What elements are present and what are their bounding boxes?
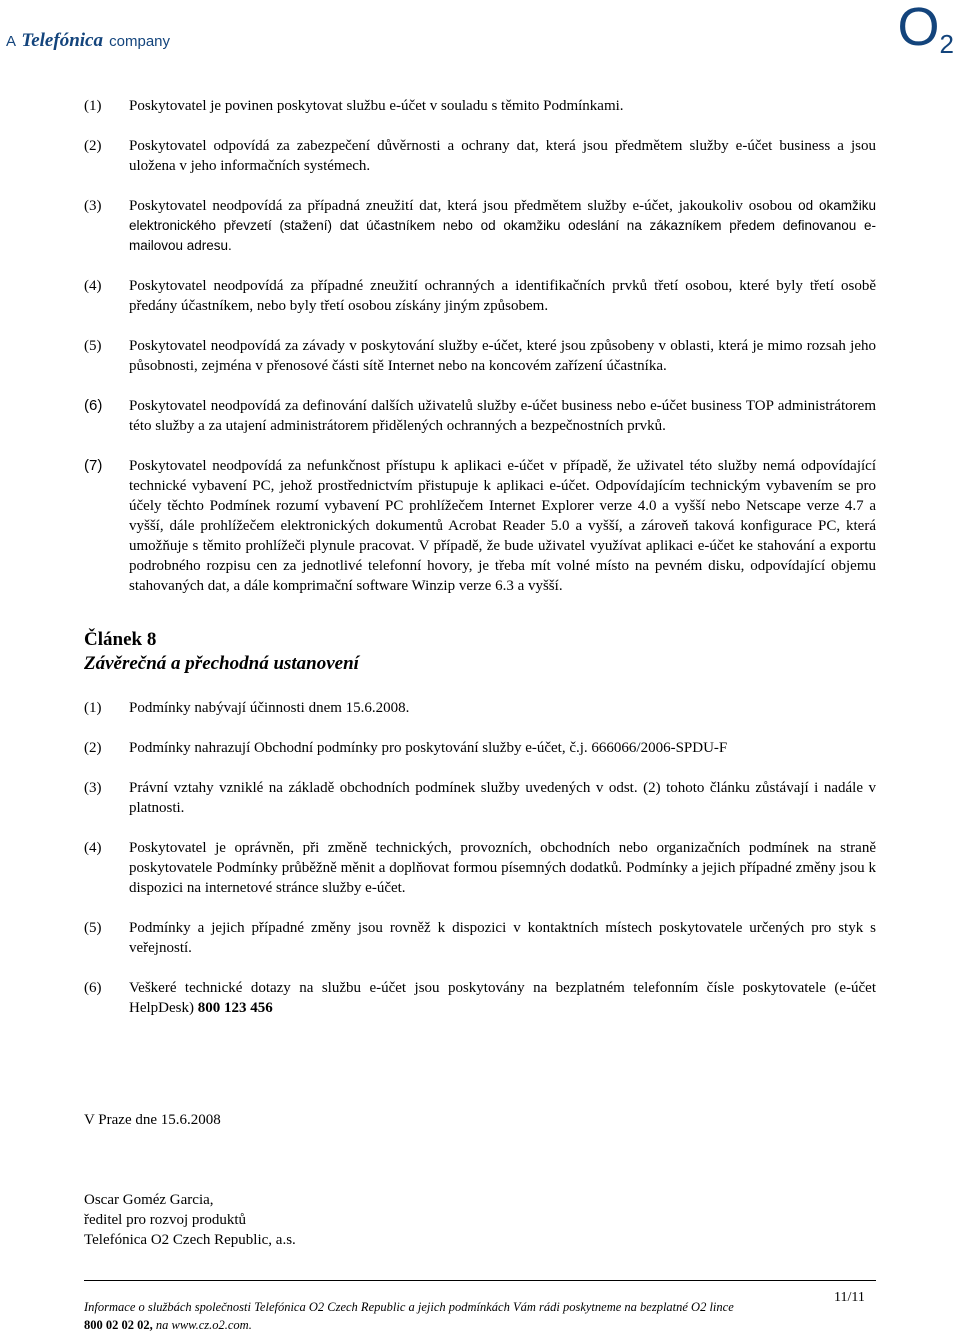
footer-web: na www.cz.o2.com. [152,1318,252,1332]
paragraph-text: Poskytovatel neodpovídá za případné zneužití ochranných a identifikačních prvků třetí osobou, které byly třetí osobě předány účastníkem, nebo byly třetí osobou získány jiným způsobem. [129,278,876,314]
paragraph-text-part-1: Poskytovatel neodpovídá za případná zneužití dat, která jsou předmětem služby e-účet, jakoukoliv osobou [129,198,799,214]
o2-logo [898,0,954,63]
paragraph-number: (6) [84,980,102,996]
helpdesk-phone-number: 800 123 456 [197,1000,273,1016]
paragraph-top-7 [84,456,876,596]
paragraph-bottom-1 [84,698,876,718]
paragraph-number: (7) [84,457,103,474]
document-body [84,96,876,1038]
logo-suffix: company [109,33,171,50]
paragraph-top-1 [84,96,876,116]
paragraph-number: (5) [84,920,102,936]
paragraph-number: (2) [84,138,102,154]
paragraph-text: Poskytovatel neodpovídá za závady v poskytování služby e-účet, které jsou způsobeny v oblasti, která je mimo rozsah jeho působnosti, zejména v přenosové části sítě Internet nebo na koncovém zařízení účastníka. [129,338,876,374]
paragraph-number: (3) [84,780,102,796]
paragraph-text: Právní vztahy vzniklé na základě obchodních podmínek služby uvedených v odst. (2) tohoto článku zůstávají i nadále v platnosti. [129,780,876,816]
o2-logo-subscript: 2 [939,29,954,59]
paragraph-bottom-4 [84,838,876,898]
footer-divider [84,1280,876,1281]
footer-hotline: 800 02 02 02, [84,1318,153,1332]
signatory-company: Telefónica O2 Czech Republic, a.s. [84,1232,296,1248]
paragraph-number: (1) [84,700,102,716]
paragraph-top-5 [84,336,876,376]
signatory-role: ředitel pro rozvoj produktů [84,1212,247,1228]
telefonica-company-logo [6,30,170,52]
footer-info [84,1298,804,1334]
paragraph-text: Poskytovatel neodpovídá za definování dalších uživatelů služby e-účet business nebo e-účet business TOP administrátorem této služby a za utajení administrátorem přidělených ochranných a bezpečnostních prvků. [129,398,876,434]
article-heading [84,628,876,676]
paragraph-text: Poskytovatel je oprávněn, při změně technických, provozních, obchodních nebo organizačních podmínek na straně poskytovatele Podmínky průběžně měnit a doplňovat formou písemných dodatků. Podmínky a jejich případné změny jsou k dispozici na internetové stránce služby e-účet. [129,840,876,896]
article-subtitle: Závěrečná a přechodná ustanovení [84,653,359,674]
footer-info-text: Informace o službách společnosti Telefónica O2 Czech Republic a jejich podmínkách Vám rádi poskytneme na bezplatné O2 lince [84,1300,734,1314]
paragraph-text: Poskytovatel odpovídá za zabezpečení důvěrnosti a ochrany dat, která jsou předmětem služby e-účet business a jsou uložena v jeho informačních systémech. [129,138,876,174]
paragraph-number: (1) [84,98,102,114]
paragraph-top-3 [84,196,876,256]
paragraph-number: (3) [84,198,102,214]
paragraph-text-part-2: od okamžiku elektronického převzetí (stažení) dat účastníkem nebo od okamžiku odeslání na zákazníkem předem definovanou e-mailovou adresu. [129,198,877,253]
paragraph-text: Podmínky nahrazují Obchodní podmínky pro poskytování služby e-účet, č.j. 666066/2006-SPDU-F [129,740,728,756]
signature-block [84,1190,296,1250]
paragraph-text: Poskytovatel neodpovídá za nefunkčnost přístupu k aplikaci e-účet v případě, že uživatel této služby nemá odpovídající technické vybavení PC, jehož prostřednictvím přistupuje k aplikaci e-účet. Odpovídajícím technickým vybavením se pro účely těchto Podmínek rozumí vybavení PC prohlížečem Internet Explorer verze 4.0 a vyšší nebo Netscape verze 4.7 a vyšší, dále prohlížečem elektronických dokumentů Acrobat Reader 5.0 a vyšší, a zároveň taková konfigurace PC, která umožňuje s těmito prohlížeči plynule pracovat. V případě, že bude uživatel využívat aplikaci e-účet ke stahování a exportu podrobného rozpisu cen za jednotlivé telefonní hovory, je třeba mít volné místo na pevném disku, odpovídající objemu stahovaných dat, a dále komprimační software Winzip verze 6.3 a vyšší. [129,458,876,594]
o2-logo-letter: O [897,0,940,57]
page-number: 11/11 [834,1290,865,1305]
paragraph-bottom-2 [84,738,876,758]
telefonica-brand-mark: Telefónica [21,30,103,51]
paragraph-text: Veškeré technické dotazy na službu e-účet jsou poskytovány na bezplatném telefonním čísle poskytovatele (e-účet HelpDesk) [129,980,876,1016]
place-and-date: V Praze dne 15.6.2008 [84,1112,221,1128]
paragraph-number: (6) [84,397,103,414]
signatory-name: Oscar Goméz Garcia, [84,1192,214,1208]
paragraph-top-4 [84,276,876,316]
paragraph-bottom-5 [84,918,876,958]
paragraph-text: Podmínky a jejich případné změny jsou rovněž k dispozici v kontaktních místech poskytovatele určených pro styk s veřejností. [129,920,876,956]
paragraph-text: Poskytovatel je povinen poskytovat službu e-účet v souladu s těmito Podmínkami. [129,98,624,114]
paragraph-number: (2) [84,740,102,756]
page-header [0,0,960,70]
paragraph-number: (4) [84,278,102,294]
paragraph-top-2 [84,136,876,176]
logo-prefix: A [6,33,16,50]
paragraph-bottom-6 [84,978,876,1018]
paragraph-text: Podmínky nabývají účinnosti dnem 15.6.2008. [129,700,410,716]
paragraph-top-6 [84,396,876,436]
paragraph-bottom-3 [84,778,876,818]
article-title: Článek 8 [84,629,157,650]
paragraph-number: (5) [84,338,102,354]
paragraph-number: (4) [84,840,102,856]
